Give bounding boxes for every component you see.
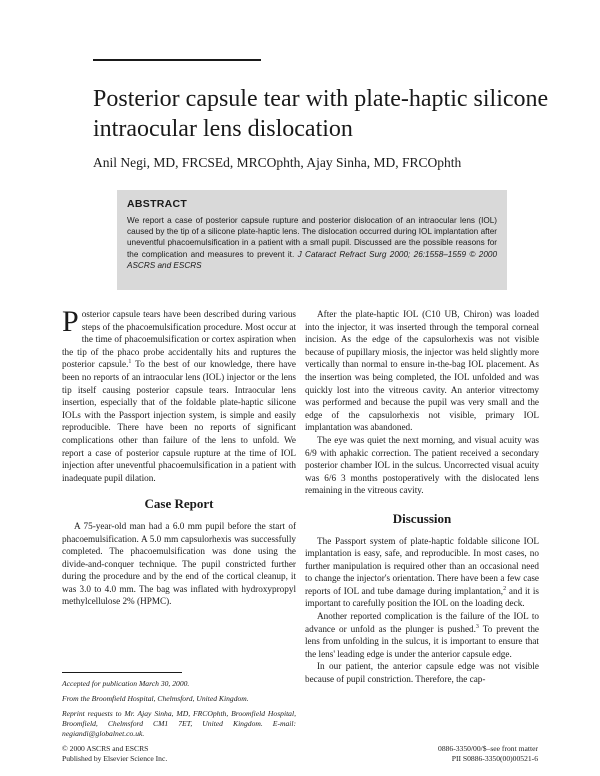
- abstract-box: [117, 190, 507, 290]
- discussion-paragraph: [305, 610, 539, 660]
- article-notes: [62, 672, 296, 744]
- left-column: [62, 305, 296, 608]
- drop-cap: P: [62, 305, 79, 338]
- discussion-text: To prevent the lens from unfolding in the sulcus, it is important to ensure that the lens' leading edge is under the anterior capsule edge.: [305, 623, 539, 659]
- issn: 0886-3350/00/$–see front matter: [438, 744, 538, 753]
- case-report-paragraph: After the plate-haptic IOL (C10 UB, Chiron) was loaded into the injector, it was inserted through the temporal corneal incision. As the edge of the capsulorhexis was not visible because of pupillary miosis, the injector was held slightly more vertically than normal to ensure in-the-bag IOL placement. As the insertion was being completed, the IOL unfolded and was quickly lost into the vitreous cavity. An anterior vitrectomy was performed and because the pupil was very small and the edge of the capsulorhexis not visible, primary IOL implantation was abandoned.: [305, 309, 539, 433]
- abstract-body: [127, 215, 497, 271]
- notes-rule: [62, 672, 182, 673]
- discussion-paragraph: In our patient, the anterior capsule edge was not visible because of pupil constriction. Therefore, the cap-: [305, 661, 539, 685]
- reference-marker: 2: [503, 585, 507, 592]
- discussion-text: Another reported complication is the failure of the IOL to advance or unfold as the plunger is pushed.: [305, 611, 539, 634]
- pii: PII S0886-3350(00)00521-6: [451, 754, 538, 763]
- copyright: © 2000 ASCRS and ESCRS: [62, 744, 149, 753]
- discussion-paragraph: [305, 535, 539, 611]
- footer-right: [330, 744, 538, 764]
- abstract-heading: ABSTRACT: [127, 198, 188, 210]
- reference-marker: 3: [475, 623, 479, 630]
- intro-text-b: To the best of our knowledge, there have been no reports of an intraocular lens (IOL) injector or the lens tip itself causing posterior capsule tears. Intraocular lens insertion, especially that of the foldable plate-haptic silicone IOLs with the Passport injection system, is simple and easily reproducible. There have been no reports of significant complications other than failure of the lens to unfold. We report a case of posterior capsule rupture at the time of IOL injection after uneventful phacoemulsification in a patient with inadequate pupil dilation.: [62, 359, 296, 483]
- discussion-text: The Passport system of plate-haptic foldable silicone IOL implantation is easy, safe, and reproducible. In most cases, no further manipulation is required other than an occasional need to change the injector's orientation. There have been a few case reports of IOL and tube damage during implantation,: [305, 535, 539, 596]
- discussion-text: and it is important to carefully position the IOL on the loading deck.: [305, 585, 540, 609]
- discussion-heading: Discussion: [392, 510, 452, 526]
- title-rule: [93, 59, 261, 61]
- case-report-paragraph: The eye was quiet the next morning, and visual acuity was 6/9 with aphakic correction. The patient received a secondary posterior chamber IOL in the sulcus. Uncorrected visual acuity was 6/6 3 months postoperatively with the dislocated lens remaining in the vitreous cavity.: [305, 434, 539, 496]
- author-list: Anil Negi, MD, FRCSEd, MRCOphth, Ajay Sinha, MD, FRCOphth: [93, 155, 462, 170]
- reprint-requests: Reprint requests to Mr. Ajay Sinha, MD, FRCOphth, Broomfield Hospital, Broomfield, Chelmsford CM1 7ET, United Kingdom. E-mail: negiandi@globalnet.co.uk.: [62, 709, 296, 738]
- case-report-heading: Case Report: [144, 496, 214, 512]
- abstract-citation: J Cataract Refract Surg 2000; 26:1558–1559 © 2000 ASCRS and ESCRS: [127, 249, 497, 270]
- right-column: [305, 308, 539, 686]
- reference-marker: 1: [128, 359, 132, 366]
- intro-text-a: osterior capsule tears have been described during various steps of the phacoemulsification procedure. Most occur at the time of phacoemulsification or cortex aspiration when the tip of the phaco probe accidentally hits and ruptures the posterior capsule.: [62, 309, 296, 370]
- case-report-paragraph: A 75-year-old man had a 6.0 mm pupil before the start of phacoemulsification. A 5.0 mm capsulorhexis was successfully completed. The phacoemulsification was done using the divide-and-conquer technique. The pupil constricted further during the procedure and by the end of the cortical cleanup, it was 3.0 to 4.0 mm. The bag was inflated with hydroxypropyl methylcellulose 2% (HPMC).: [62, 520, 296, 607]
- intro-paragraph: [62, 305, 296, 484]
- accepted-date: Accepted for publication March 30, 2000.: [62, 679, 190, 688]
- publisher: Published by Elsevier Science Inc.: [62, 754, 168, 763]
- article-title: Posterior capsule tear with plate-haptic silicone intraocular lens dislocation: [93, 86, 549, 142]
- abstract-text: We report a case of posterior capsule rupture and posterior dislocation of an intraocular lens (IOL) caused by the tip of a silicone plate-haptic lens. The dislocation occurred during IOL implantation after uneventful phacoemulsification in a patient with a small pupil. Discussed are the possible reasons for the complication and measures to prevent it.: [127, 216, 497, 259]
- footer-left: [62, 744, 296, 764]
- affiliation: From the Broomfield Hospital, Chelmsford, United Kingdom.: [62, 694, 249, 703]
